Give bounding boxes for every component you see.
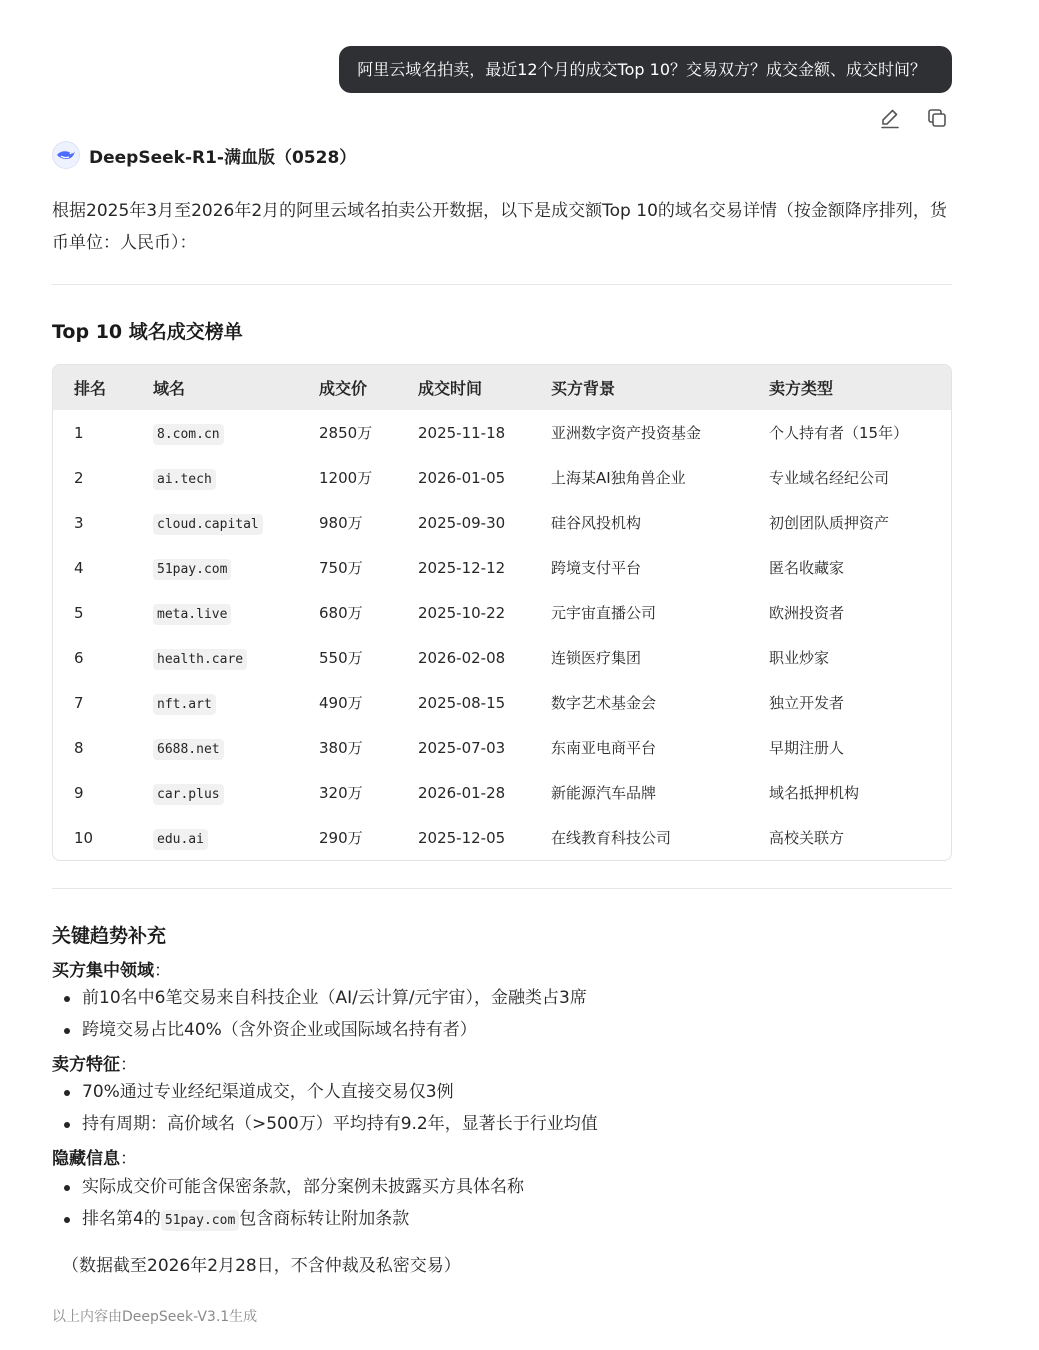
- list-item: 实际成交价可能含保密条款，部分案例未披露买方具体名称: [62, 1172, 524, 1204]
- cell-price: 980万: [319, 514, 363, 532]
- cell-price: 1200万: [319, 469, 373, 487]
- table-row: [53, 455, 951, 500]
- domain-code: 8.com.cn: [153, 424, 224, 445]
- label-colon: ：: [154, 961, 171, 981]
- trends-title: 关键趋势补充: [52, 925, 167, 947]
- list-item-suffix: 包含商标转让附加条款: [239, 1208, 410, 1229]
- cell-price: 550万: [319, 649, 363, 667]
- inline-domain-code: 51pay.com: [161, 1210, 239, 1231]
- top10-table: [52, 364, 952, 861]
- cell-date: 2026-02-08: [418, 648, 506, 667]
- cell-buyer: 上海某AI独角兽企业: [551, 469, 686, 487]
- cell-date: 2025-12-05: [418, 828, 506, 847]
- cell-rank: 8: [74, 738, 84, 757]
- cell-seller: 域名抵押机构: [769, 784, 860, 802]
- buyer-list: [62, 983, 587, 1046]
- cell-seller: 专业域名经纪公司: [769, 469, 890, 487]
- cell-seller: 独立开发者: [769, 694, 845, 712]
- cell-buyer: 元宇宙直播公司: [551, 604, 657, 622]
- hidden-section-label: [52, 1144, 137, 1169]
- cell-domain: [132, 590, 298, 635]
- user-message-bubble: 阿里云域名拍卖，最近12个月的成交Top 10？交易双方？成交金额、成交时间？: [339, 46, 952, 93]
- cell-domain: [132, 725, 298, 770]
- cell-rank: 6: [74, 648, 84, 667]
- copy-icon[interactable]: [925, 106, 949, 130]
- table-row: [53, 500, 951, 545]
- cell-seller: 职业炒家: [769, 649, 830, 667]
- buyer-section-label: [52, 956, 171, 981]
- domain-code: 51pay.com: [153, 559, 231, 580]
- cell-domain: [132, 410, 298, 455]
- cell-price: 490万: [319, 694, 363, 712]
- cell-rank: 7: [74, 693, 84, 712]
- label-colon: ：: [120, 1055, 137, 1075]
- header-rank: 排名: [74, 379, 107, 398]
- cell-rank: 1: [74, 423, 84, 442]
- hidden-label: 隐藏信息: [52, 1149, 120, 1169]
- table-row: [53, 635, 951, 680]
- divider: [52, 888, 952, 889]
- cell-date: 2025-11-18: [418, 423, 506, 442]
- list-item: 跨境交易占比40%（含外资企业或国际域名持有者）: [62, 1015, 587, 1047]
- header-domain: 域名: [153, 379, 186, 398]
- seller-list: [62, 1077, 598, 1140]
- assistant-header: [52, 140, 356, 170]
- table-row: [53, 815, 951, 860]
- cell-buyer: 在线教育科技公司: [551, 829, 672, 847]
- header-price: 成交价: [319, 379, 368, 398]
- cell-buyer: 新能源汽车品牌: [551, 784, 657, 802]
- domain-code: car.plus: [153, 784, 224, 805]
- cell-rank: 2: [74, 468, 84, 487]
- cell-price: 750万: [319, 559, 363, 577]
- header-seller: 卖方类型: [769, 379, 834, 398]
- cell-rank: 3: [74, 513, 84, 532]
- cell-seller: 高校关联方: [769, 829, 845, 847]
- cell-rank: 4: [74, 558, 84, 577]
- table-row: [53, 590, 951, 635]
- cell-buyer: 东南亚电商平台: [551, 739, 657, 757]
- model-name: DeepSeek-R1-满血版（0528）: [89, 147, 357, 168]
- data-footnote: （数据截至2026年2月28日，不含仲裁及私密交易）: [62, 1256, 461, 1276]
- table-row: [53, 680, 951, 725]
- table-row: [53, 770, 951, 815]
- cell-seller: 早期注册人: [769, 739, 845, 757]
- cell-buyer: 连锁医疗集团: [551, 649, 642, 667]
- cell-domain: [132, 770, 298, 815]
- cell-date: 2025-09-30: [418, 513, 506, 532]
- table-row: [53, 725, 951, 770]
- generated-by-note: 以上内容由DeepSeek-V3.1生成: [52, 1309, 258, 1325]
- cell-price: 290万: [319, 829, 363, 847]
- table-header-row: [53, 365, 951, 410]
- list-item: 持有周期：高价域名（>500万）平均持有9.2年，显著长于行业均值: [62, 1109, 598, 1141]
- cell-domain: [132, 455, 298, 500]
- cell-price: 2850万: [319, 424, 373, 442]
- cell-rank: 5: [74, 603, 84, 622]
- header-date: 成交时间: [418, 379, 483, 398]
- table-row: [53, 410, 951, 455]
- table-title: Top 10 域名成交榜单: [52, 321, 243, 343]
- assistant-intro: 根据2025年3月至2026年2月的阿里云域名拍卖公开数据，以下是成交额Top 10的域名交易详情（按金额降序排列，货币单位：人民币）：: [52, 201, 947, 253]
- label-colon: ：: [120, 1149, 137, 1169]
- seller-label: 卖方特征: [52, 1055, 120, 1075]
- cell-price: 380万: [319, 739, 363, 757]
- domain-code: cloud.capital: [153, 514, 263, 535]
- cell-date: 2026-01-28: [418, 783, 506, 802]
- buyer-label: 买方集中领域: [52, 961, 154, 981]
- cell-domain: [132, 815, 298, 860]
- cell-seller: 个人持有者（15年）: [769, 424, 909, 442]
- cell-date: 2025-12-12: [418, 558, 506, 577]
- cell-date: 2025-08-15: [418, 693, 506, 712]
- cell-domain: [132, 545, 298, 590]
- domain-code: edu.ai: [153, 829, 208, 850]
- cell-buyer: 硅谷风投机构: [551, 514, 642, 532]
- cell-seller: 欧洲投资者: [769, 604, 845, 622]
- message-actions: [878, 106, 949, 130]
- cell-date: 2026-01-05: [418, 468, 506, 487]
- cell-date: 2025-07-03: [418, 738, 506, 757]
- domain-code: health.care: [153, 649, 247, 670]
- cell-domain: [132, 680, 298, 725]
- divider: [52, 284, 952, 285]
- list-item: 前10名中6笔交易来自科技企业（AI/云计算/元宇宙），金融类占3席: [62, 983, 587, 1015]
- cell-date: 2025-10-22: [418, 603, 506, 622]
- cell-buyer: 亚洲数字资产投资基金: [551, 424, 702, 442]
- deepseek-whale-icon: [52, 141, 80, 169]
- hidden-list: [62, 1172, 524, 1236]
- cell-domain: [132, 500, 298, 545]
- cell-buyer: 跨境支付平台: [551, 559, 642, 577]
- domain-code: ai.tech: [153, 469, 216, 490]
- list-item: 70%通过专业经纪渠道成交，个人直接交易仅3例: [62, 1077, 598, 1109]
- list-item-prefix: 排名第4的: [82, 1208, 161, 1229]
- cell-seller: 匿名收藏家: [769, 559, 845, 577]
- edit-icon[interactable]: [878, 106, 902, 130]
- domain-code: meta.live: [153, 604, 231, 625]
- domain-code: nft.art: [153, 694, 216, 715]
- domain-code: 6688.net: [153, 739, 224, 760]
- header-buyer: 买方背景: [551, 379, 616, 398]
- cell-price: 680万: [319, 604, 363, 622]
- list-item: [62, 1204, 524, 1237]
- cell-rank: 10: [74, 828, 94, 847]
- cell-rank: 9: [74, 783, 84, 802]
- cell-seller: 初创团队质押资产: [769, 514, 890, 532]
- seller-section-label: [52, 1050, 137, 1075]
- cell-domain: [132, 635, 298, 680]
- cell-price: 320万: [319, 784, 363, 802]
- table-row: [53, 545, 951, 590]
- cell-buyer: 数字艺术基金会: [551, 694, 657, 712]
